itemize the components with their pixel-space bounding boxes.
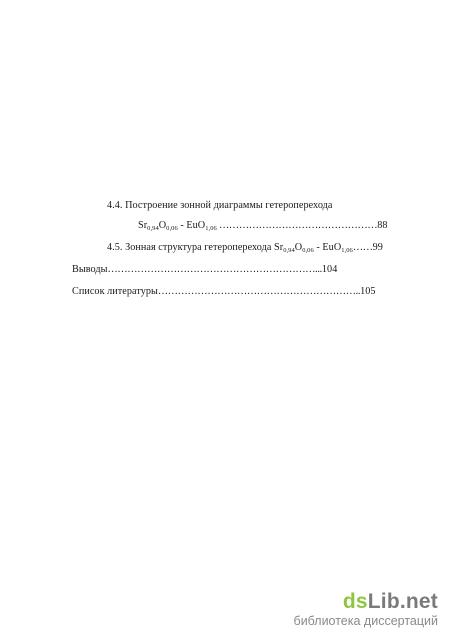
formula-sep: - — [313, 242, 323, 253]
formula-o-sub: 0,06 — [302, 247, 314, 254]
formula-sep: - — [177, 220, 187, 231]
toc-dots: ………………………………………………………... — [107, 264, 322, 275]
dslib-logo-lib: Lib — [367, 590, 400, 613]
formula-sr: Sr — [274, 242, 284, 253]
dslib-logo — [294, 591, 438, 613]
toc-page-number: 99 — [372, 242, 383, 253]
formula-sr: Sr — [138, 220, 148, 231]
formula-o-sub: 0,06 — [166, 225, 178, 232]
toc-entry-references — [72, 286, 376, 298]
toc-page-number: 88 — [377, 220, 388, 231]
formula-o: O — [158, 220, 167, 231]
toc-entry-4-5 — [107, 242, 383, 254]
toc-dots: ………………………………………… — [216, 220, 378, 231]
toc-entry-references-title: Список литературы — [72, 286, 158, 297]
dslib-logo-net: .net — [399, 590, 438, 613]
toc-dots: …………………………………………………….. — [157, 286, 361, 297]
dslib-logo-ds: ds — [342, 590, 368, 613]
toc-entry-4-4-title — [107, 200, 332, 212]
toc-entry-4-4-title-text: 4.4. Построение зонной диаграммы гетероперехода — [107, 200, 333, 211]
dslib-watermark — [294, 591, 438, 628]
formula-o: O — [294, 242, 303, 253]
formula-eu: EuO — [186, 220, 206, 231]
toc-page-number: 104 — [321, 264, 338, 275]
formula-sr-sub: 0,94 — [147, 225, 159, 232]
formula-eu-sub: 1,06 — [341, 247, 353, 254]
toc-dots: …… — [352, 242, 373, 253]
toc-entry-4-5-title: 4.5. Зонная структура гетероперехода — [107, 242, 275, 253]
dslib-caption: библиотека диссертаций — [293, 614, 438, 628]
toc-entry-4-4-formula-line — [138, 220, 388, 232]
formula-eu-sub: 1,06 — [205, 225, 217, 232]
formula-sr-sub: 0,94 — [283, 247, 295, 254]
formula-eu: EuO — [322, 242, 342, 253]
toc-page-number: 105 — [360, 286, 376, 297]
toc-entry-conclusions-title: Выводы — [72, 264, 108, 275]
toc-entry-conclusions — [72, 264, 337, 276]
